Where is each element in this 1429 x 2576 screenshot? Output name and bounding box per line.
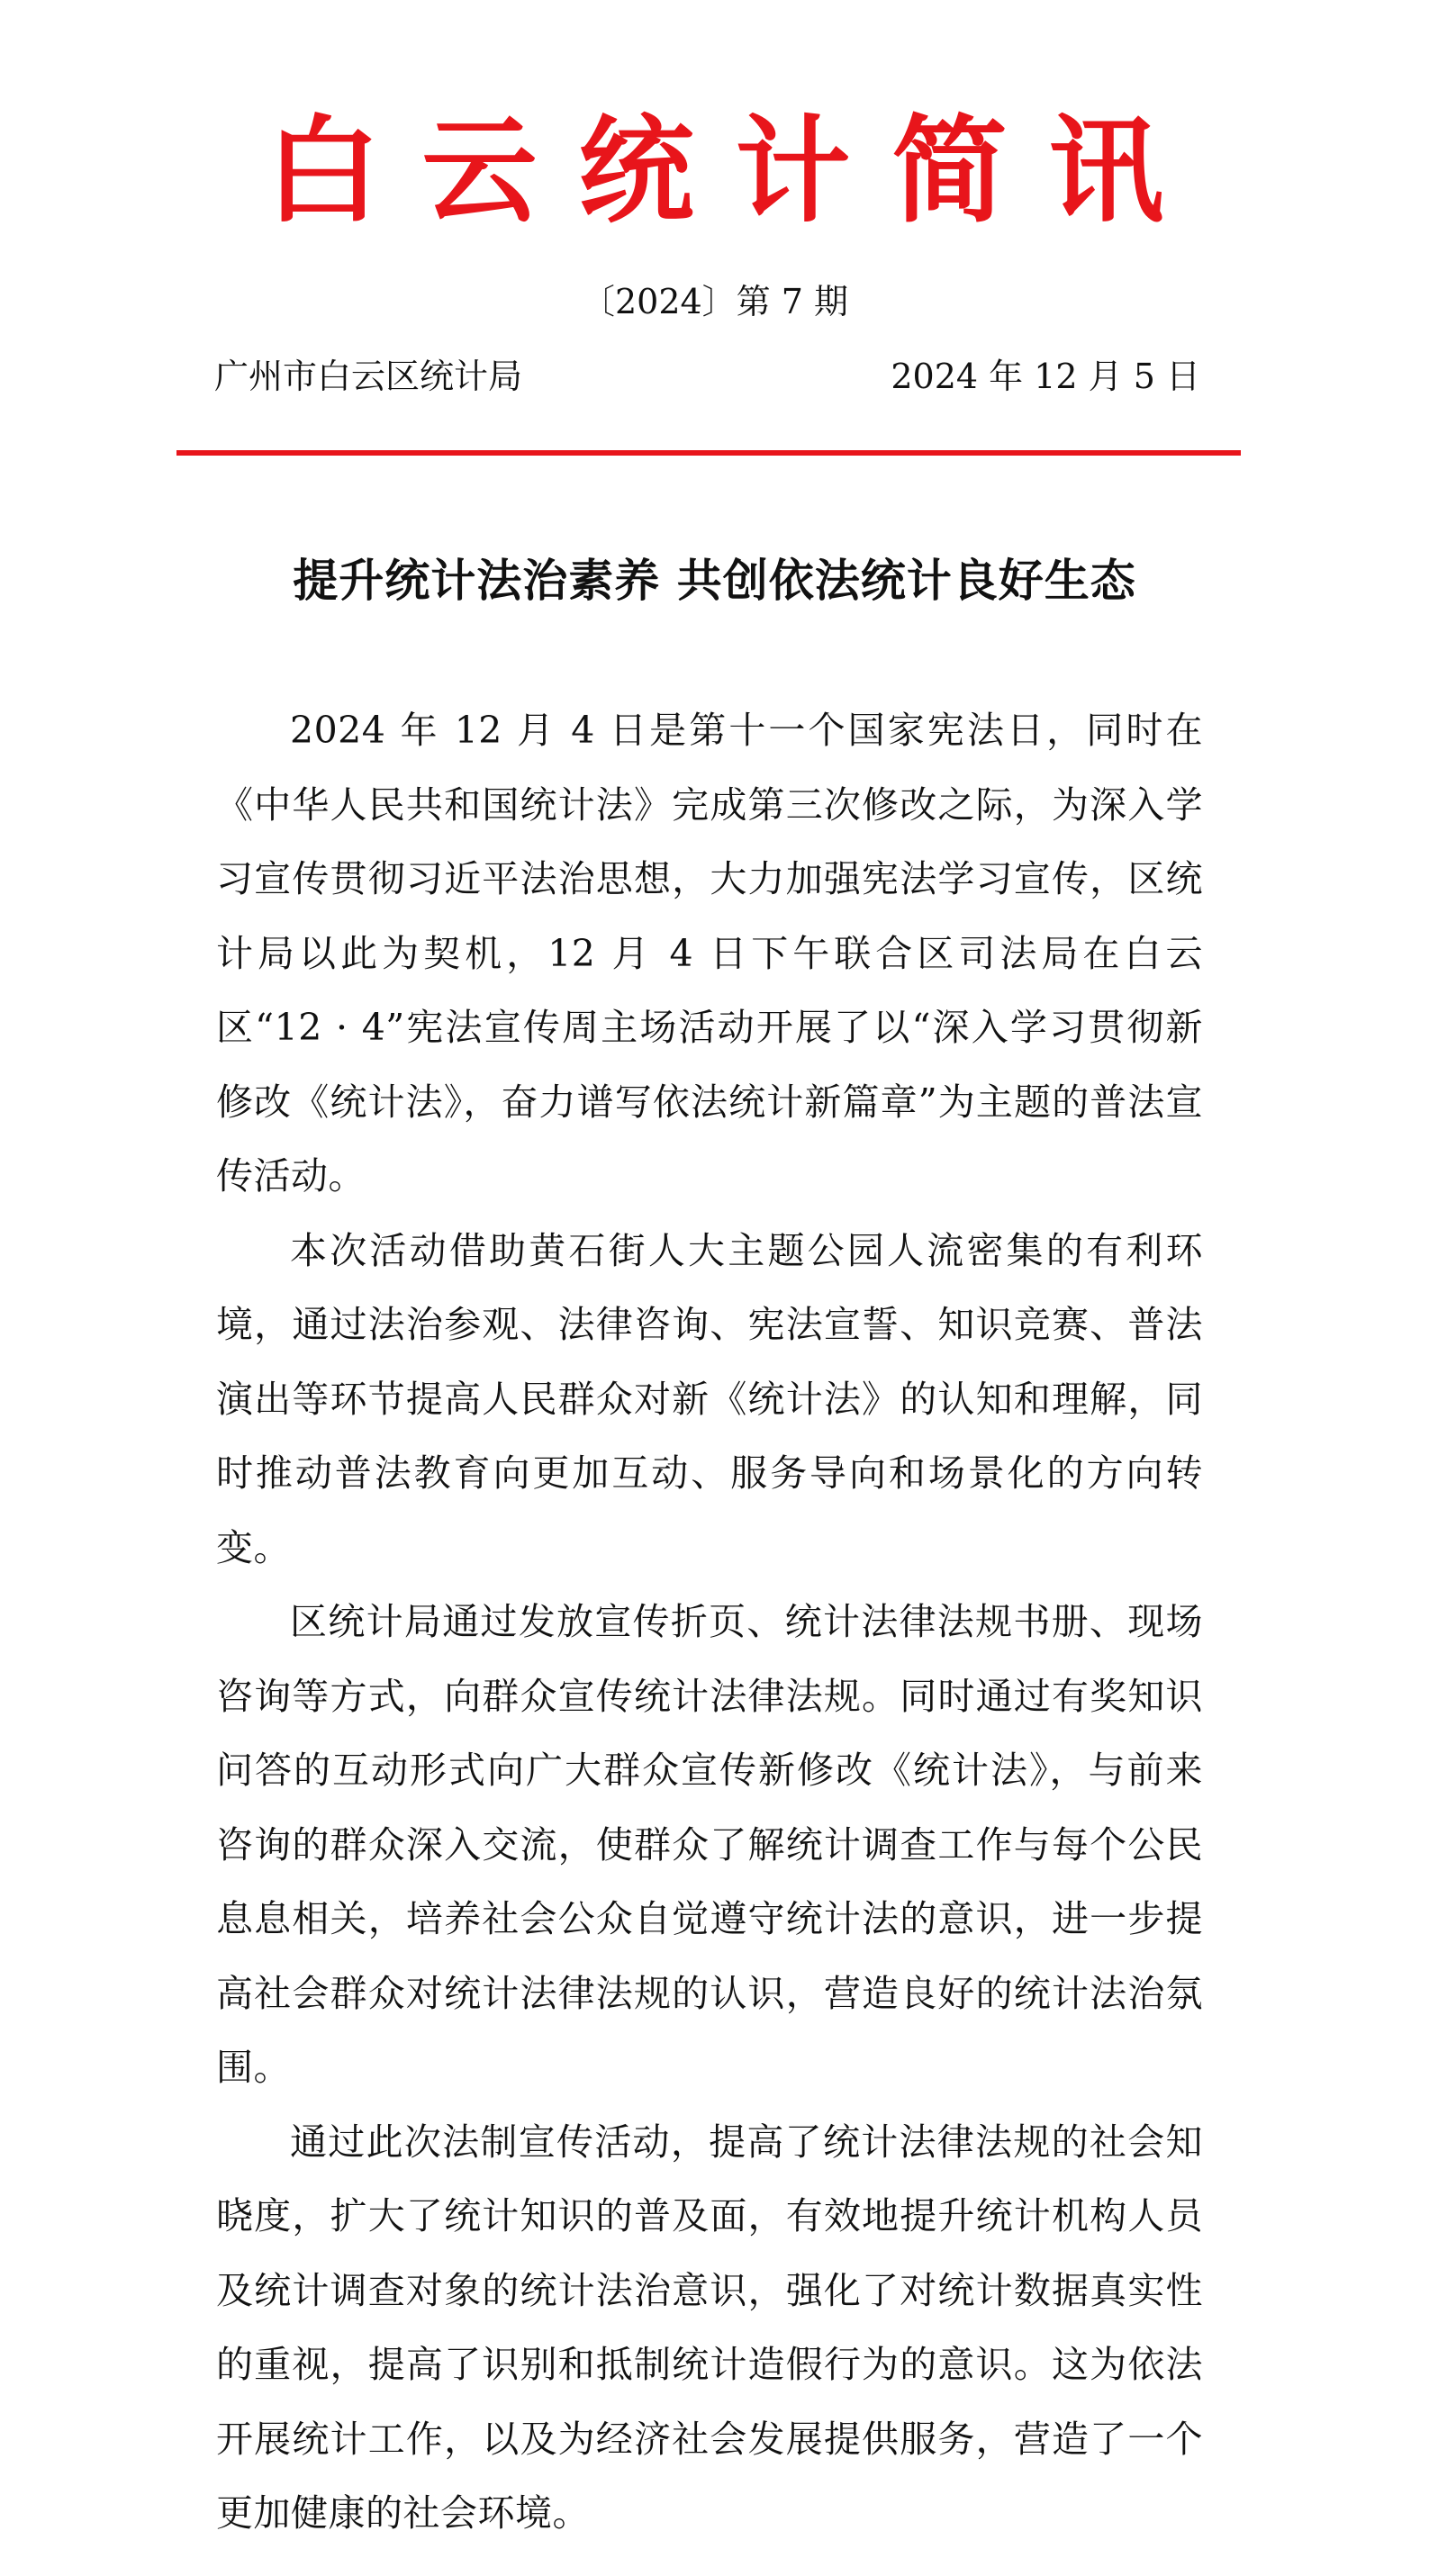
- article-paragraph: 本次活动借助黄石街人大主题公园人流密集的有利环境，通过法治参观、法律咨询、宪法宣誓、知识竞赛、普法演出等环节提高人民群众对新《统计法》的认知和理解，同时推动普法教育向更加互动、服务导向和场景化的方向转变。: [216, 1228, 1203, 1569]
- issue-date: 2024 年 12 月 5 日: [891, 357, 1200, 396]
- article-paragraph: 通过此次法制宣传活动，提高了统计法律法规的社会知晓度，扩大了统计知识的普及面，有效地提升统计机构人员及统计调查对象的统计法治意识，强化了对统计数据真实性的重视，提高了识别和抵制统计造假行为的意识。这为依法开展统计工作，以及为经济社会发展提供服务，营造了一个更加健康的社会环境。: [216, 2120, 1203, 2535]
- issuing-organization: 广州市白云区统计局: [214, 357, 523, 396]
- issue-number: 〔2024〕第 7 期: [580, 282, 849, 321]
- masthead-title: 白云统计简讯: [265, 104, 1206, 239]
- header-divider: [176, 450, 1241, 456]
- article-body: [216, 693, 1203, 2551]
- article-paragraph: 区统计局通过发放宣传折页、统计法律法规书册、现场咨询等方式，向群众宣传统计法律法规。同时通过有奖知识问答的互动形式向广大群众宣传新修改《统计法》，与前来咨询的群众深入交流，使群众了解统计调查工作与每个公民息息相关，培养社会公众自觉遵守统计法的意识，进一步提高社会群众对统计法律法规的认识，营造良好的统计法治氛围。: [216, 1600, 1203, 2089]
- article-paragraph: 2024 年 12 月 4 日是第十一个国家宪法日，同时在《中华人民共和国统计法》完成第三次修改之际，为深入学习宣传贯彻习近平法治思想，大力加强宪法学习宣传，区统计局以此为契机，12 月 4 日下午联合区司法局在白云区“12 · 4”宪法宣传周主场活动开展了以“深入学习贯彻新修改《统计法》，奋力谱写依法统计新篇章”为主题的普法宣传活动。: [216, 709, 1203, 1198]
- article-title: 提升统计法治素养 共创依法统计良好生态: [293, 555, 1136, 607]
